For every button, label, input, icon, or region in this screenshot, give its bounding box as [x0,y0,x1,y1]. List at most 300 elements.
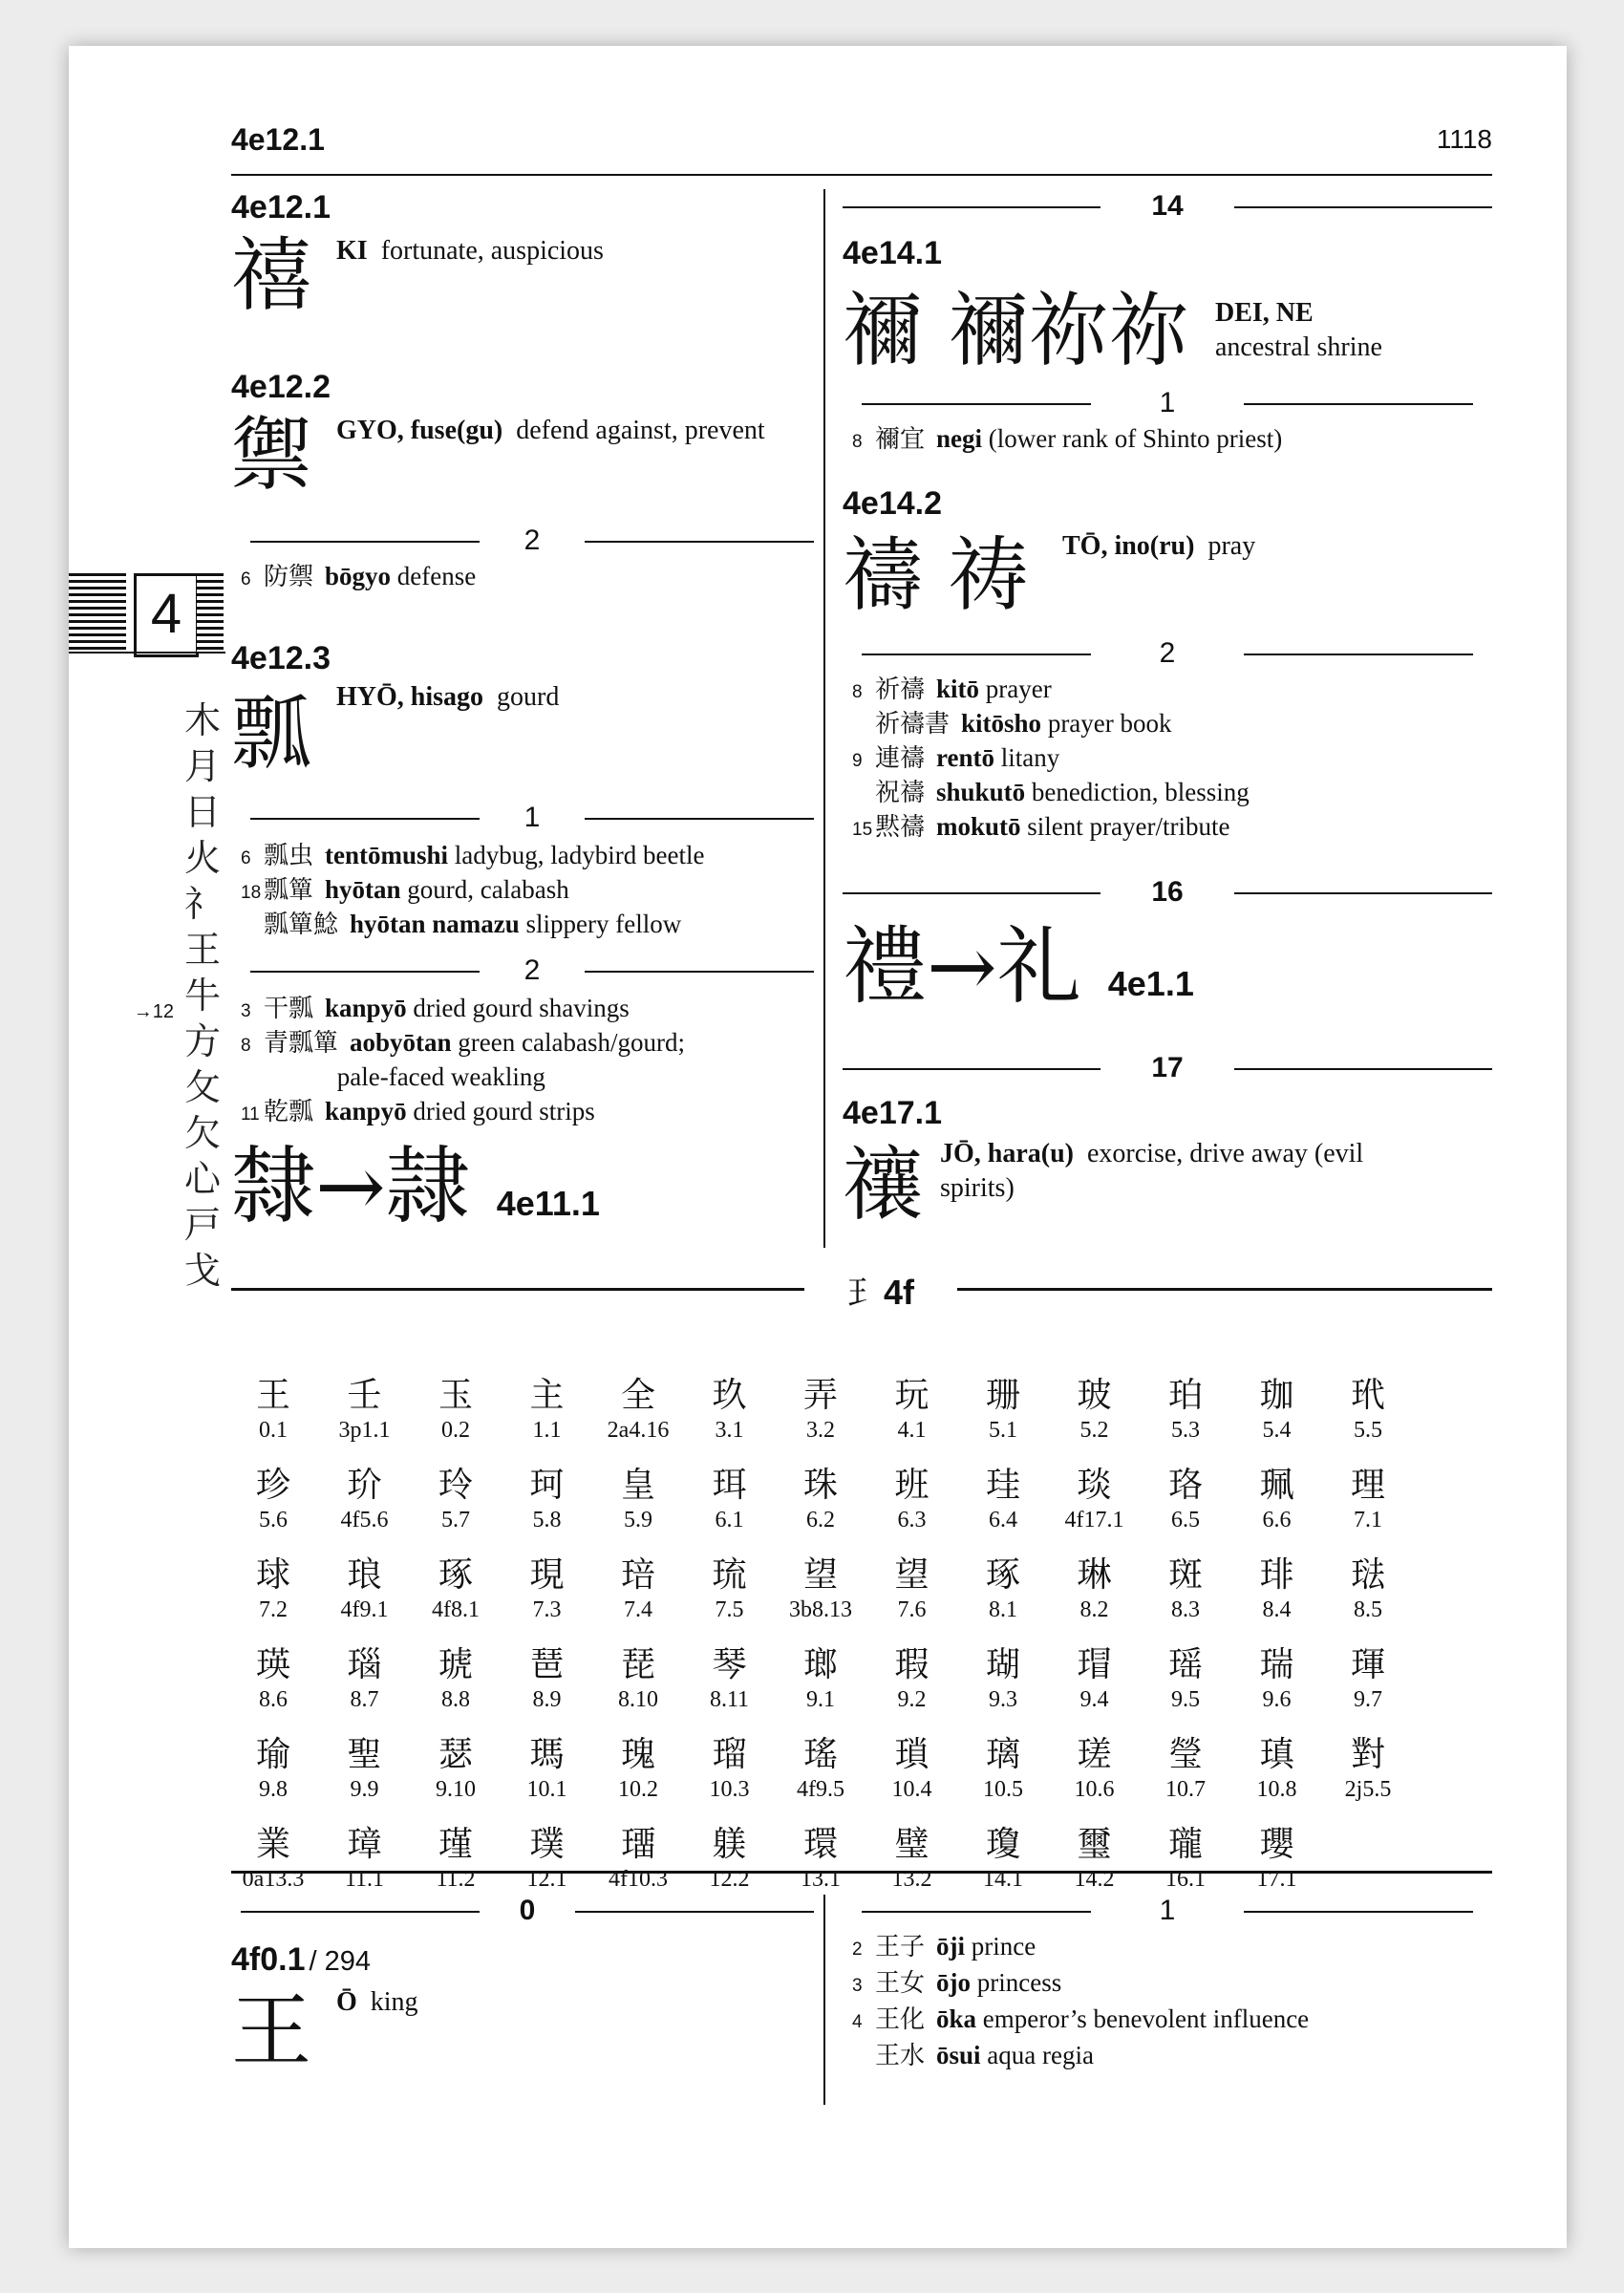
index-code: 6.5 [1171,1508,1200,1532]
index-code: 9.8 [259,1777,288,1802]
compound-stroke: 15 [852,820,873,840]
index-code: 8.1 [989,1597,1017,1622]
compound-reading: ōsui [936,2041,981,2069]
index-code: 1.1 [532,1418,562,1443]
index-code: 5.3 [1171,1418,1200,1443]
compound-line [241,1061,545,1094]
index-code: 4f8.1 [432,1597,480,1622]
kanji-index-cell[interactable] [502,1555,593,1624]
compound-meaning: pale-faced weakling [336,1062,545,1091]
stroke-separator [250,801,814,835]
compound-line [852,1966,1061,2003]
index-kanji: 躾 [712,1825,747,1864]
index-code: 10.6 [1074,1777,1115,1802]
kanji-index-cell[interactable] [866,1645,958,1714]
stroke-separator [862,1894,1473,1928]
index-code: 5.1 [989,1418,1017,1443]
index-kanji: 瑳 [1077,1735,1112,1774]
kanji-index-cell[interactable] [1140,1825,1231,1894]
kanji-index-cell[interactable] [866,1555,958,1624]
entry-kanji: 禰 禰祢祢 [843,284,1189,377]
compound-reading: negi [936,424,983,453]
kanji-index-cell[interactable] [1322,1555,1414,1624]
radical-index-item[interactable]: 木 [183,699,221,741]
index-code: 3p1.1 [338,1418,391,1443]
kanji-index-cell[interactable] [227,1466,319,1534]
kanji-index-cell[interactable] [1049,1645,1141,1714]
compound-reading: ōji [936,1932,966,1961]
index-kanji: 王 [255,1376,290,1415]
stroke-separator [843,189,1492,224]
index-kanji: 珠 [802,1466,838,1505]
index-code: 0.1 [259,1418,288,1443]
compound-line [241,1026,685,1062]
kanji-index-cell[interactable] [227,1825,319,1894]
index-kanji: 環 [802,1825,838,1864]
xref-code: 4e11.1 [496,1184,600,1223]
index-kanji: 瑞 [1259,1645,1294,1684]
index-kanji: 珈 [1259,1376,1294,1415]
index-code: 10.5 [983,1777,1023,1802]
index-code: 4f10.3 [609,1867,668,1892]
compound-reading: tentōmushi [325,841,449,869]
index-code: 7.5 [715,1597,744,1622]
index-code: 9.10 [436,1777,476,1802]
index-code: 9.3 [989,1687,1017,1712]
index-code: 4f9.5 [797,1777,844,1802]
kanji-index-cell[interactable] [227,1376,319,1445]
kanji-index-cell[interactable] [592,1376,684,1445]
kanji-index-cell[interactable] [227,1645,319,1714]
kanji-index-cell[interactable] [957,1735,1049,1804]
kanji-index-cell[interactable] [1049,1735,1141,1804]
index-kanji: 瑾 [438,1825,473,1864]
compound-meaning: litany [1000,743,1060,772]
kanji-index-cell[interactable] [684,1735,776,1804]
kanji-index-cell[interactable] [502,1735,593,1804]
index-kanji: 瑙 [347,1645,382,1684]
kanji-index-cell[interactable] [410,1466,502,1534]
compound-kanji: 王化 [875,2005,926,2034]
cross-reference [231,1137,600,1235]
kanji-index-cell[interactable] [1322,1466,1414,1534]
kanji-index-cell[interactable] [1140,1645,1231,1714]
kanji-index-cell[interactable] [775,1735,866,1804]
compound-kanji: 禰宜 [875,425,926,454]
index-kanji: 玖 [712,1376,747,1415]
kanji-index-cell[interactable] [502,1466,593,1534]
kanji-index-cell[interactable] [775,1376,866,1445]
index-code: 7.2 [259,1597,288,1622]
index-kanji: 璃 [985,1735,1020,1774]
entry-meaning-continued: spirits) [940,1173,1015,1203]
kanji-index-cell[interactable] [1231,1555,1323,1624]
index-kanji: 琥 [438,1645,473,1684]
separator-number: 2 [524,525,541,556]
index-kanji: 聖 [347,1735,382,1774]
compound-reading: aobyōtan [350,1028,452,1057]
kanji-index-cell[interactable] [1322,1376,1414,1445]
index-code: 10.2 [618,1777,658,1802]
stroke-separator [843,875,1492,910]
index-kanji: 壬 [347,1376,382,1415]
compound-stroke: 4 [852,2012,863,2032]
index-kanji: 珂 [529,1466,565,1505]
entry-reading: JŌ, hara(u) [940,1139,1074,1168]
index-kanji: 瑪 [529,1735,565,1774]
index-kanji: 瑕 [894,1645,930,1684]
kanji-index-cell[interactable] [684,1645,776,1714]
kanji-index-cell[interactable] [1231,1376,1323,1445]
index-code: 16.1 [1165,1867,1206,1892]
kanji-index-cell[interactable] [1231,1825,1323,1894]
index-kanji: 琢 [985,1555,1020,1595]
stroke-arrow-label: →12 [133,1001,174,1022]
page-number: 1118 [1436,124,1492,154]
separator-number: 14 [1151,190,1184,222]
tab-stripes-right [197,573,224,652]
index-code: 9.1 [806,1687,835,1712]
kanji-index-cell[interactable] [1231,1466,1323,1534]
kanji-index-cell[interactable] [684,1555,776,1624]
radical-index-item[interactable]: 攵 [183,1066,221,1108]
kanji-index-cell[interactable] [684,1466,776,1534]
index-kanji: 理 [1350,1466,1385,1505]
entry-reading: Ō [336,1987,357,2017]
index-code: 13.1 [801,1867,841,1892]
entry-definition [1215,296,1382,365]
kanji-index-cell[interactable] [1231,1735,1323,1804]
radical-index-item[interactable]: 牛 [183,975,221,1017]
index-code: 13.2 [891,1867,932,1892]
kanji-index-cell[interactable] [1140,1376,1231,1445]
radical-index-item[interactable]: 日 [183,791,221,833]
index-code: 7.3 [532,1597,562,1622]
kanji-index-cell[interactable] [592,1645,684,1714]
index-code: 8.3 [1171,1597,1200,1622]
compound-line [852,422,1282,459]
entry-reading: DEI, NE [1215,298,1314,328]
kanji-index-cell[interactable] [775,1645,866,1714]
index-kanji: 琶 [529,1645,565,1684]
compound-reading: ōka [936,2004,977,2033]
section-radical: ⺩ [846,1275,880,1313]
radical-index-item[interactable]: 火 [183,837,221,879]
kanji-index-cell[interactable] [866,1735,958,1804]
index-code: 10.7 [1165,1777,1206,1802]
index-kanji: 璧 [894,1825,930,1864]
compound-kanji: 王女 [875,1969,926,1998]
kanji-index-cell[interactable] [1049,1376,1141,1445]
index-code: 4f17.1 [1064,1508,1124,1532]
kanji-index-cell[interactable] [1049,1466,1141,1534]
index-kanji: 玉 [438,1376,473,1415]
stroke-separator [241,1894,814,1928]
compound-stroke: 3 [852,1976,863,1996]
index-code: 6.2 [806,1508,835,1532]
index-code: 8.8 [441,1687,470,1712]
compound-stroke: 6 [241,569,251,589]
index-code: 6.6 [1262,1508,1292,1532]
kanji-index-cell[interactable] [502,1376,593,1445]
tab-rule [69,652,225,654]
kanji-index-cell[interactable] [1140,1735,1231,1804]
kanji-index-cell[interactable] [592,1825,684,1894]
kanji-index-cell[interactable] [319,1645,411,1714]
radical-index-item[interactable]: 礻 [183,883,221,925]
compound-reading: shukutō [936,778,1026,806]
compound-meaning: emperor’s benevolent influence [982,2004,1310,2033]
kanji-index-cell[interactable] [866,1466,958,1534]
section-heading [804,1267,957,1314]
compound-meaning: ladybug, ladybird beetle [454,841,705,869]
radical-index-item[interactable]: 王 [183,929,221,971]
compound-line [852,707,1172,741]
separator-number: 2 [1159,637,1176,669]
kanji-index-cell[interactable] [410,1825,502,1894]
separator-number: 2 [524,954,541,986]
kanji-index-cell[interactable] [1140,1555,1231,1624]
index-kanji: 琳 [1077,1555,1112,1595]
compound-reading: ōjo [936,1968,972,1997]
index-code: 2j5.5 [1344,1777,1392,1802]
entry-code: 4e17.1 [843,1095,942,1131]
kanji-index-cell[interactable] [957,1645,1049,1714]
compound-line [241,1095,595,1131]
entry-code: 4e12.2 [231,369,331,405]
kanji-index-cell[interactable] [502,1645,593,1714]
compound-reading: hyōtan [325,875,401,904]
index-kanji: 瑶 [1167,1645,1203,1684]
separator-number: 1 [524,802,541,833]
compound-meaning: slippery fellow [525,910,682,938]
compound-line [852,2003,1309,2039]
index-kanji: 珪 [985,1466,1020,1505]
index-kanji: 琢 [438,1555,473,1595]
index-kanji: 望 [894,1555,930,1595]
entry-meaning: gourd [497,682,560,712]
compound-meaning: princess [976,1968,1062,1997]
index-kanji: 琲 [1259,1555,1294,1595]
entry-meaning: exorcise, drive away (evil [1087,1139,1364,1168]
radical-index-item[interactable]: 方 [183,1020,221,1062]
compound-stroke: 9 [852,751,863,771]
index-kanji: 瓊 [985,1825,1020,1864]
index-kanji: 瓏 [1167,1825,1203,1864]
compound-meaning: prince [971,1932,1036,1961]
index-kanji: 皇 [620,1466,655,1505]
index-kanji: 琺 [1350,1555,1385,1595]
index-code: 4f9.1 [340,1597,389,1622]
kanji-index-cell[interactable] [684,1825,776,1894]
xref-code: 4e1.1 [1107,964,1194,1003]
kanji-index-cell[interactable] [866,1376,958,1445]
index-code: 8.9 [532,1687,562,1712]
compound-line [241,908,681,942]
index-code: 10.8 [1256,1777,1297,1802]
compound-stroke: 6 [241,848,251,868]
kanji-index-cell[interactable] [684,1376,776,1445]
separator-number: 17 [1151,1052,1184,1083]
index-code: 9.7 [1354,1687,1382,1712]
index-kanji: 珀 [1167,1376,1203,1415]
compound-reading: rentō [936,743,995,772]
running-header-code: 4e12.1 [231,122,325,157]
index-code: 8.2 [1079,1597,1109,1622]
radical-index-item[interactable]: 心 [183,1158,221,1200]
entry-reading: HYŌ, hisago [336,682,484,712]
index-code: 7.6 [897,1597,927,1622]
xref-from: 禮 [843,917,928,1016]
xref-to: 礼 [996,917,1081,1016]
section-rule-right [957,1288,1492,1291]
kanji-index-cell[interactable] [319,1735,411,1804]
entry-meaning: pray [1207,531,1256,561]
index-code: 11.1 [344,1867,385,1892]
entry-code: 4e12.3 [231,640,331,676]
entry-definition [336,414,765,448]
kanji-index-cell[interactable] [775,1555,866,1624]
index-kanji: 玻 [1077,1376,1112,1415]
kanji-index-cell[interactable] [775,1466,866,1534]
index-code: 8.6 [259,1687,288,1712]
kanji-index-cell[interactable] [1140,1466,1231,1534]
index-code: 3.2 [806,1418,835,1443]
index-kanji: 玠 [347,1466,382,1505]
compound-meaning: silent prayer/tribute [1027,812,1230,841]
entry-kanji: 禦 [231,408,312,502]
compound-kanji: 防禦 [264,563,314,591]
index-code: 8.4 [1262,1597,1292,1622]
xref-from: 隸 [231,1137,316,1235]
entry-definition [336,1985,418,2020]
index-kanji: 琅 [347,1555,382,1595]
index-kanji: 瑤 [802,1735,838,1774]
radical-index [176,697,229,1294]
index-code: 8.11 [709,1687,750,1712]
index-code: 10.1 [526,1777,567,1802]
kanji-index-cell[interactable] [319,1825,411,1894]
compound-kanji: 干瓢 [264,995,314,1023]
kanji-index-cell[interactable] [1322,1645,1414,1714]
kanji-index-cell[interactable] [227,1735,319,1804]
compound-meaning: (lower rank of Shinto priest) [988,424,1283,453]
kanji-index-cell[interactable] [1049,1555,1141,1624]
kanji-index-cell[interactable] [502,1825,593,1894]
compound-meaning: aqua regia [987,2041,1094,2069]
kanji-index-cell[interactable] [592,1735,684,1804]
index-kanji: 玲 [438,1466,473,1505]
kanji-index-cell[interactable] [319,1555,411,1624]
index-kanji: 玳 [1350,1376,1385,1415]
compound-kanji: 王水 [875,2042,926,2070]
kanji-index-cell[interactable] [410,1555,502,1624]
kanji-index-cell[interactable] [1231,1645,1323,1714]
kanji-index-cell[interactable] [957,1555,1049,1624]
entry-kanji: 禱 祷 [843,528,1029,622]
xref-arrow: → [927,917,997,1016]
compound-reading: kanpyō [325,994,407,1022]
radical-index-item[interactable]: 欠 [183,1112,221,1154]
index-kanji: 班 [894,1466,930,1505]
entry-code: 4e14.1 [843,235,942,271]
kanji-index-cell[interactable] [227,1555,319,1624]
kanji-index-cell[interactable] [957,1376,1049,1445]
entry-definition [336,680,559,715]
entry-kanji: 王 [231,1984,312,2078]
compound-kanji: 祝禱 [875,779,926,807]
kanji-index-cell[interactable] [775,1825,866,1894]
index-kanji: 主 [529,1376,565,1415]
separator-number: 16 [1151,876,1184,908]
kanji-index-cell[interactable] [866,1825,958,1894]
index-code: 5.8 [532,1508,562,1532]
index-code: 5.5 [1354,1418,1382,1443]
kanji-index-cell[interactable] [410,1645,502,1714]
index-code: 11.2 [436,1867,476,1892]
index-kanji: 璞 [529,1825,565,1864]
compound-kanji: 瓢簞鯰 [264,911,339,939]
stroke-separator [862,386,1473,420]
entry-kanji: 禧 [231,228,312,322]
dictionary-page [69,46,1567,2248]
tab-number: 4 [134,573,199,657]
kanji-index-cell[interactable] [1322,1735,1414,1804]
index-kanji: 斑 [1167,1555,1203,1595]
cross-reference [843,917,1194,1016]
kanji-index-cell[interactable] [410,1735,502,1804]
compound-stroke: 3 [241,1001,251,1021]
index-kanji: 弄 [802,1376,838,1415]
index-kanji: 瑱 [1259,1735,1294,1774]
radical-index-item[interactable]: 月 [183,745,221,787]
index-kanji: 瑩 [1167,1735,1203,1774]
index-code: 10.3 [709,1777,750,1802]
index-code: 9.6 [1262,1687,1292,1712]
compound-line [852,776,1250,810]
kanji-index-cell[interactable] [592,1555,684,1624]
index-kanji: 琣 [620,1555,655,1595]
kanji-index-cell[interactable] [319,1376,411,1445]
index-kanji: 瑜 [255,1735,290,1774]
kanji-index-cell[interactable] [957,1825,1049,1894]
index-kanji: 玩 [894,1376,930,1415]
index-code: 5.6 [259,1508,288,1532]
index-code: 5.9 [624,1508,652,1532]
kanji-index-cell[interactable] [1049,1825,1141,1894]
kanji-index-cell[interactable] [592,1466,684,1534]
index-kanji: 瑁 [1077,1645,1112,1684]
compound-stroke: 2 [852,1939,863,1960]
kanji-index-cell[interactable] [410,1376,502,1445]
index-code: 6.4 [989,1508,1017,1532]
separator-number: 1 [1159,387,1176,418]
radical-index-item[interactable]: 戸 [183,1204,221,1246]
compound-kanji: 黙禱 [875,813,926,842]
compound-line [852,673,1052,709]
kanji-index-cell[interactable] [957,1466,1049,1534]
xref-to: 隷 [385,1137,470,1235]
radical-index-item[interactable]: 戈 [183,1250,221,1292]
index-kanji: 琿 [1350,1645,1385,1684]
entry-code: 4f0.1 [231,1941,306,1978]
index-code: 2a4.16 [607,1418,670,1443]
entry-meaning: defend against, prevent [516,416,765,445]
compound-line [241,873,569,910]
compound-stroke: 11 [241,1104,260,1125]
entry-definition [940,1137,1494,1206]
kanji-index-cell[interactable] [319,1466,411,1534]
